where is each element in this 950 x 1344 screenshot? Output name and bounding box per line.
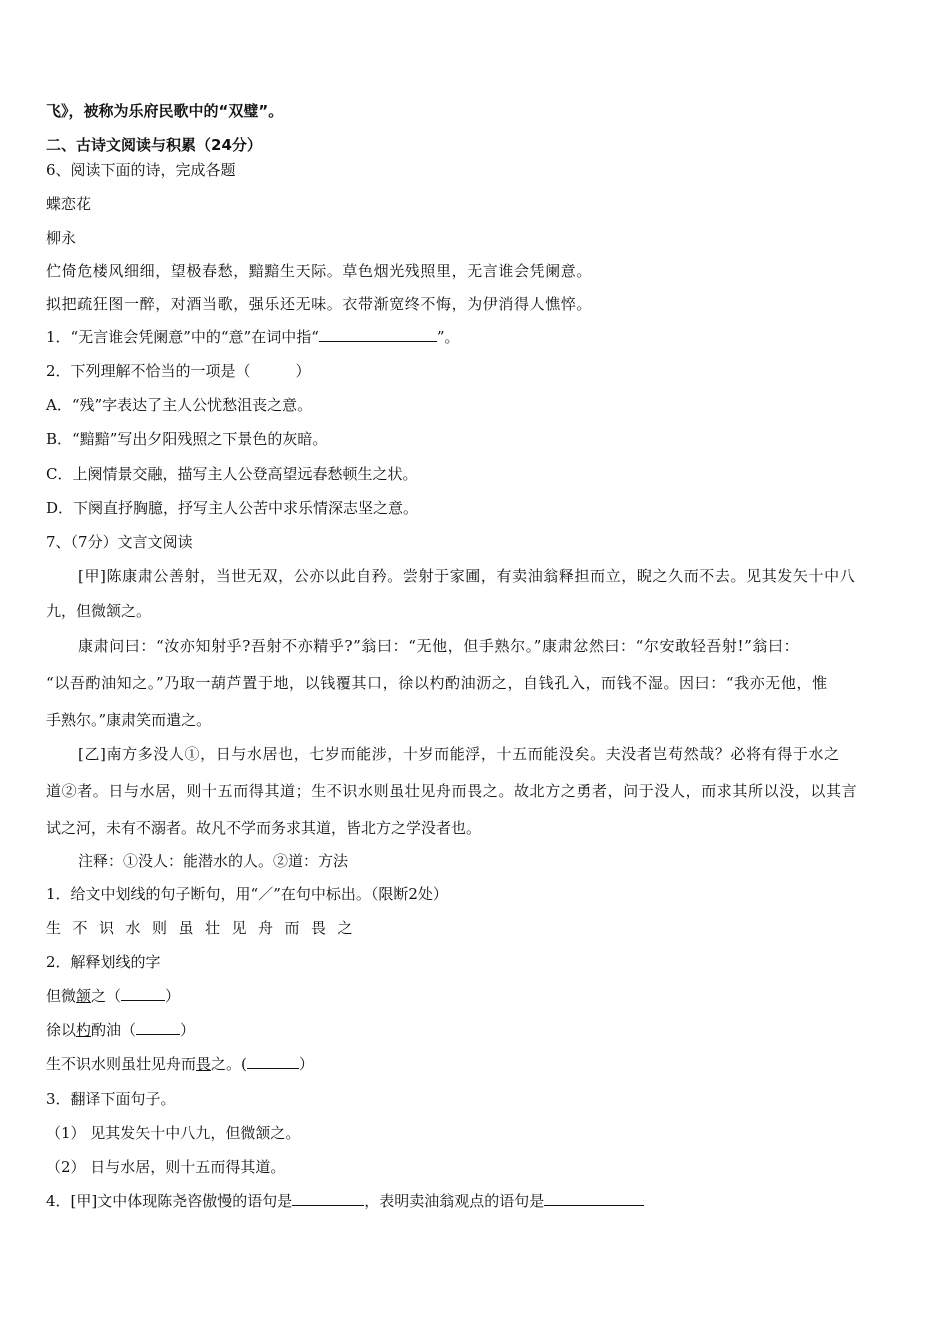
q6-prompt: 6、阅读下面的诗，完成各题 [46,161,236,179]
q6-sub1-end: ”。 [436,328,460,346]
passage-line: 试之河，未有不溺者。故凡不学而务求其道，皆北方之学没者也。 [46,819,482,837]
poem-title: 蝶恋花 [46,195,92,213]
sentence-char: 舟 [258,919,274,937]
passage-line: 九，但微颔之。 [46,602,152,620]
q7-sub1: 1．给文中划线的句子断句，用“／”在句中标出。（限断2处） [46,885,448,903]
sentence-char: 识 [99,919,115,937]
sentence-char: 则 [152,919,168,937]
gloss-text: ） [298,1055,314,1073]
q6-sub2: 2．下列理解不恰当的一项是（ ） [46,362,311,380]
gloss-text: ） [165,987,181,1005]
gloss-text: 生不识水则虽壮见舟而 [46,1055,197,1073]
q7-prompt: 7、（7分）文言文阅读 [46,533,193,551]
poem-line: 伫倚危楼风细细，望极春愁，黯黯生天际。草色烟光残照里，无言谁会凭阑意。 [46,262,593,280]
q7-sub2: 2．解释划线的字 [46,953,161,971]
sentence-char: 畏 [311,919,327,937]
answer-blank[interactable] [544,1191,644,1206]
sentence-chars [46,918,364,938]
gloss-item [46,1020,195,1040]
sentence-char: 见 [231,919,247,937]
underlined-char: 畏 [196,1055,212,1073]
gloss-text: ） [180,1021,196,1039]
sentence-char: 而 [284,919,300,937]
answer-blank[interactable] [136,1020,180,1035]
translate-item: （1） 见其发矢十中八九，但微颔之。 [46,1124,301,1142]
q7-sub4-text: 4．[甲]文中体现陈尧咨傲慢的语句是 [46,1192,293,1210]
intro-tail: 飞》，被称为乐府民歌中的“双璧”。 [46,102,284,120]
underlined-char: 杓 [76,1021,92,1039]
gloss-item [46,986,180,1006]
q7-sub3: 3．翻译下面句子。 [46,1090,176,1108]
answer-blank[interactable] [247,1054,299,1069]
sentence-char: 水 [125,919,141,937]
section-heading: 二、古诗文阅读与积累（24分） [46,136,262,154]
q7-sub4-text: ，表明卖油翁观点的语句是 [364,1192,545,1210]
poem-author: 柳永 [46,229,77,247]
gloss-text: 但微 [46,987,77,1005]
option-c: C．上阕情景交融，描写主人公登高望远春愁顿生之状。 [46,465,418,483]
poem-line: 拟把疏狂图一醉，对酒当歌，强乐还无味。衣带渐宽终不悔，为伊消得人憔悴。 [46,295,593,313]
passage-line: [甲]陈康肃公善射，当世无双，公亦以此自矜。尝射于家圃，有卖油翁释担而立，睨之久而不去。见其发矢十中八 [78,567,856,585]
option-d: D．下阕直抒胸臆，抒写主人公苦中求乐情深志坚之意。 [46,499,419,517]
gloss-item [46,1054,314,1074]
gloss-text: 酌油（ [91,1021,137,1039]
passage-line: 手熟尔。”康肃笑而遣之。 [46,711,212,729]
passage-line: [乙]南方多没人①，日与水居也，七岁而能涉，十岁而能浮，十五而能没矣。夫没者岂苟然哉？必将有得于水之 [78,745,840,763]
passage-line: “以吾酌油知之。”乃取一葫芦置于地，以钱覆其口，徐以杓酌油沥之，自钱孔入，而钱不湿。因曰：“我亦无他，惟 [46,674,828,692]
annotation-note: 注释：①没人：能潜水的人。②道：方法 [78,852,349,870]
sentence-char: 生 [46,919,62,937]
sentence-char: 壮 [205,919,221,937]
gloss-text: 之（ [91,987,122,1005]
passage-line: 康肃问曰：“汝亦知射乎?吾射不亦精乎?”翁曰：“无他，但手熟尔。”康肃忿然曰：“尔安敢轻吾射!”翁曰： [78,637,800,655]
passage-line: 道②者。日与水居，则十五而得其道；生不识水则虽壮见舟而畏之。故北方之勇者，问于没人，而求其所以没，以其言 [46,782,858,800]
answer-blank[interactable] [292,1191,364,1206]
sentence-char: 之 [337,919,353,937]
q7-sub4 [46,1191,644,1211]
gloss-text: 之。( [211,1055,247,1073]
q6-sub1 [46,327,460,347]
q6-sub1-text: 1．“无言谁会凭阑意”中的“意”在词中指“ [46,328,319,346]
sentence-char: 虽 [178,919,194,937]
translate-item: （2） 日与水居，则十五而得其道。 [46,1158,286,1176]
option-b: B．“黯黯”写出夕阳残照之下景色的灰暗。 [46,430,328,448]
answer-blank[interactable] [319,327,437,342]
gloss-text: 徐以 [46,1021,77,1039]
answer-blank[interactable] [121,986,165,1001]
option-a: A．“残”字表达了主人公忧愁沮丧之意。 [46,396,313,414]
underlined-char: 颔 [76,987,92,1005]
sentence-char: 不 [72,919,88,937]
